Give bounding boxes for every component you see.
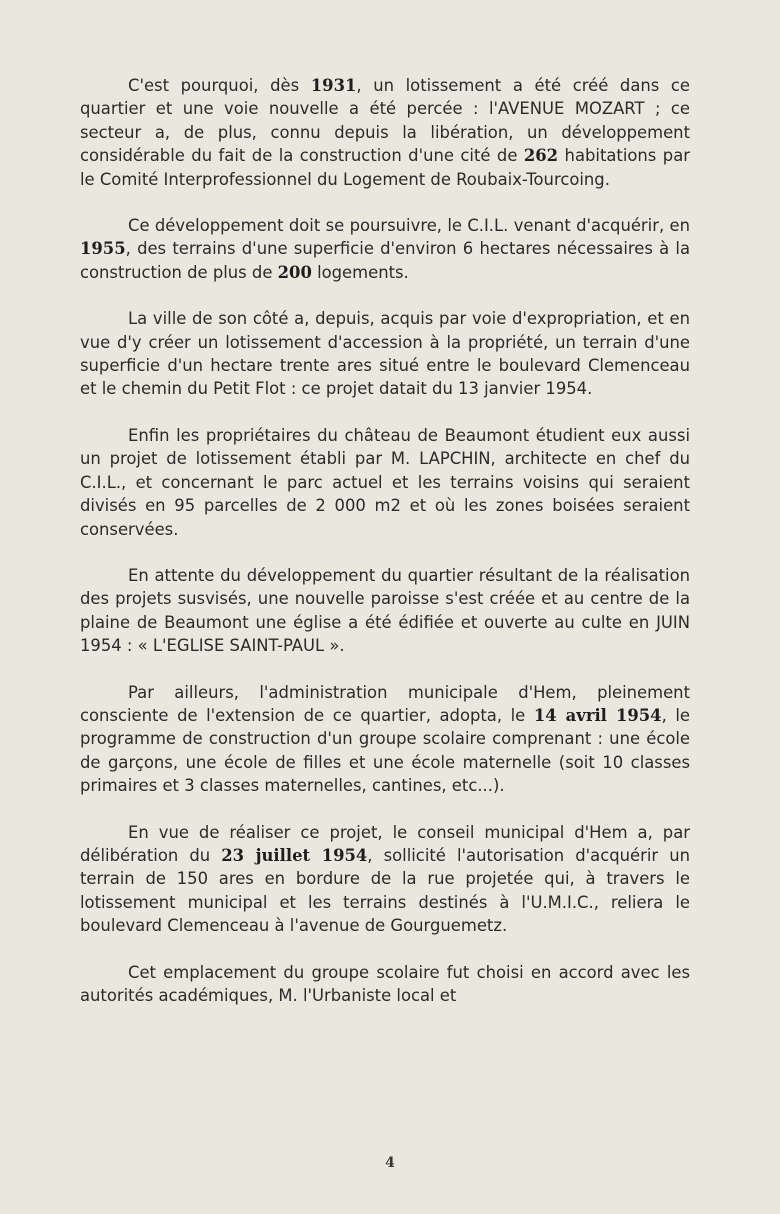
text-run: Par ailleurs, l'administration municipale d'Hem, pleinement consciente de l'extension de ce quartier, adopta, le	[80, 682, 690, 725]
paragraph-conseil-municipal	[80, 821, 690, 938]
text-run: En attente du développement du quartier résultant de la réalisation des projets susvisés, une nouvelle paroisse s'est créée et au centre de la plaine de Beaumont une église a été édifiée et ouverte au culte en JUIN 1954 : « L'EGLISE SAINT-PAUL ».	[80, 565, 690, 656]
bold-number: 262	[523, 146, 559, 166]
text-run: , des terrains d'une superficie d'environ 6 hectares nécessaires à la construction de plus de	[80, 239, 690, 282]
bold-year: 1955	[80, 239, 126, 259]
paragraph-1931-lotissement	[80, 74, 690, 191]
text-run: Enfin les propriétaires du château de Beaumont étudient eux aussi un projet de lotissement établi par M. LAPCHIN, architecte en chef du C.I.L., et concernant le parc actuel et les terrains voisins qui seraient divisés en 95 parcelles de 2 000 m2 et où les zones boisées seraient conservées.	[80, 425, 690, 539]
paragraph-eglise-saint-paul	[80, 564, 690, 658]
paragraph-cil-1955	[80, 214, 690, 284]
text-run: Ce développement doit se poursuivre, le C.I.L. venant d'acquérir, en	[128, 216, 690, 236]
text-run: , un lotissement a été créé dans ce quartier et une voie nouvelle a été percée : l'AVENUE MOZART ; ce secteur a, de plus, connu depuis la libération, un développement considérable du fait de la construction d'une cité de	[80, 76, 691, 166]
text-run: C'est pourquoi, dès	[128, 76, 311, 95]
bold-number: 200	[277, 262, 312, 282]
paragraph-expropriation	[80, 307, 690, 401]
text-run: Cet emplacement du groupe scolaire fut choisi en accord avec les autorités académiques, M. l'Urbaniste local et	[80, 962, 690, 1005]
text-run: La ville de son côté a, depuis, acquis par voie d'expropriation, et en vue d'y créer un lotissement d'accession à la propriété, un terrain d'une superficie d'un hectare trente ares situé entre le boulevard Clemenceau et le chemin du Petit Flot : ce projet datait du 13 janvier 1954.	[80, 309, 690, 399]
bold-date: 23 juillet 1954	[221, 845, 368, 865]
paragraph-emplacement	[80, 961, 690, 1008]
text-run: En vue de réaliser ce projet, le conseil municipal d'Hem a, par délibération du	[80, 822, 690, 865]
bold-date: 14 avril 1954	[533, 705, 662, 725]
text-run: , le programme de construction d'un groupe scolaire comprenant : une école de garçons, une école de filles et une école maternelle (soit 10 classes primaires et 3 classes maternelles, cantines, etc...).	[80, 705, 690, 796]
bold-year: 1931	[310, 76, 357, 95]
text-run: , sollicité l'autorisation d'acquérir un terrain de 150 ares en bordure de la rue projetée qui, à travers le lotissement municipal et les terrains destinés à l'U.M.I.C., reliera le boulevard Clemenceau à l'avenue de Gourguemetz.	[80, 845, 690, 936]
paragraph-chateau-beaumont	[80, 424, 690, 541]
text-run: habitations par le Comité Interprofessionnel du Logement de Roubaix-Tourcoing.	[80, 146, 690, 189]
paragraph-groupe-scolaire	[80, 681, 690, 798]
body-text	[80, 74, 690, 1030]
page-number: 4	[385, 1155, 395, 1171]
text-run: logements.	[311, 262, 409, 282]
